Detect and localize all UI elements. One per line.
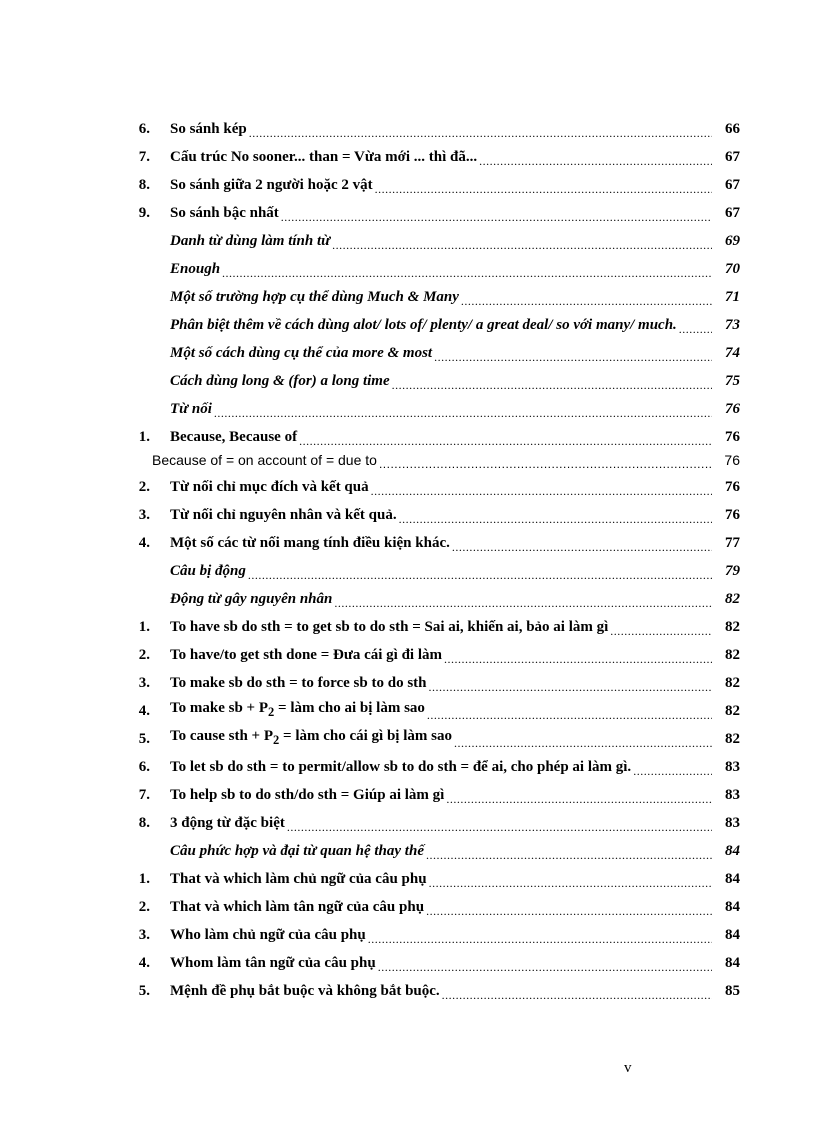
toc-entry-title [170, 728, 452, 748]
toc-entry[interactable] [116, 580, 740, 608]
dot-leader [444, 650, 712, 664]
toc-entry[interactable] [116, 446, 740, 468]
toc-entry-page: 83 [725, 759, 740, 775]
dot-leader [426, 846, 712, 860]
toc-entry-title [170, 675, 427, 692]
toc-entry[interactable] [116, 972, 740, 1000]
toc-entry[interactable] [116, 916, 740, 944]
dot-leader [679, 320, 712, 334]
dot-leader [426, 902, 712, 916]
toc-entry-page: 67 [725, 205, 740, 221]
toc-entry-number: 7. [138, 787, 150, 803]
dot-leader [248, 566, 712, 580]
toc-entry-page: 76 [725, 507, 740, 523]
toc-entry-title-text: Cấu trúc No sooner... than = Vừa mới ... thì đã... [170, 149, 478, 165]
toc-entry-page: 73 [725, 317, 740, 333]
toc-entry[interactable] [116, 776, 740, 804]
toc-entry[interactable] [116, 524, 740, 552]
toc-entry-title-text: To have sb do sth = to get sb to do sth = Sai ai, khiến ai, bảo ai làm gì [170, 619, 609, 635]
toc-entry-title [170, 429, 297, 446]
toc-entry-number: 3. [138, 507, 150, 523]
toc-entry-number: 3. [138, 927, 150, 943]
toc-entry[interactable] [116, 944, 740, 972]
toc-entry-page: 75 [725, 373, 740, 389]
toc-entry-title-text: Động từ gây nguyên nhân [170, 591, 333, 607]
toc-entry-title-text: 3 động từ đặc biệt [170, 815, 285, 831]
dot-leader [610, 622, 712, 636]
toc-entry-title-text: Mệnh đề phụ bắt buộc và không bắt buộc. [170, 983, 440, 999]
toc-entry[interactable] [116, 496, 740, 524]
toc-entry-title [170, 563, 246, 580]
toc-entry[interactable] [116, 362, 740, 390]
toc-entry[interactable] [116, 110, 740, 138]
dot-leader [379, 454, 712, 468]
toc-entry[interactable] [116, 720, 740, 748]
toc-entry-number: 6. [138, 759, 150, 775]
dot-leader [446, 790, 712, 804]
dot-leader [375, 180, 712, 194]
toc-entry-number: 1. [138, 619, 150, 635]
toc-entry-title-text: Cách dùng long & (for) a long time [170, 373, 390, 389]
toc-entry-title [170, 345, 432, 362]
toc-entry-title [170, 401, 212, 418]
toc-entry[interactable] [116, 390, 740, 418]
toc-entry-number: 3. [138, 675, 150, 691]
toc-entry-title [170, 871, 427, 888]
toc-entry-number: 8. [138, 815, 150, 831]
toc-entry-number: 8. [138, 177, 150, 193]
toc-entry-page: 76 [725, 401, 740, 417]
dot-leader [332, 236, 712, 250]
toc-entry[interactable] [116, 664, 740, 692]
toc-entry-title [170, 177, 373, 194]
toc-entry-number: 2. [138, 647, 150, 663]
toc-entry-title [170, 233, 330, 250]
toc-entry-page: 67 [725, 177, 740, 193]
dot-leader [429, 678, 712, 692]
toc-entry-title [170, 815, 285, 832]
toc-entry-page: 79 [725, 563, 740, 579]
toc-entry-page: 76 [725, 429, 740, 445]
dot-leader [399, 510, 712, 524]
toc-entry-page: 67 [725, 149, 740, 165]
toc-entry-title-tail: = làm cho cái gì bị làm sao [279, 728, 452, 744]
toc-entry-number: 4. [138, 535, 150, 551]
toc-entry-title [170, 317, 677, 334]
toc-entry-title-text: To have/to get sth done = Đưa cái gì đi làm [170, 647, 443, 663]
toc-entry-number: 2. [138, 479, 150, 495]
toc-entry-page: 83 [725, 787, 740, 803]
toc-entry-title [170, 507, 397, 524]
toc-entry-title-text: Because, Because of [170, 429, 298, 445]
dot-leader [633, 762, 712, 776]
toc-entry-title-text: Từ nối chỉ mục đích và kết quả [170, 479, 369, 495]
toc-entry-page: 66 [725, 121, 740, 137]
toc-entry-title-text: So sánh giữa 2 người hoặc 2 vật [170, 177, 373, 193]
dot-leader [442, 986, 712, 1000]
toc-entry-title [170, 373, 390, 390]
toc-entry[interactable] [116, 468, 740, 496]
toc-entry-title-text: That và which làm tân ngữ của câu phụ [170, 899, 425, 915]
toc-entry-number: 5. [138, 983, 150, 999]
toc-entry-title-text: Enough [170, 261, 221, 277]
toc-entry-number: 2. [138, 899, 150, 915]
toc-entry-title-text: Một số các từ nối mang tính điều kiện khác. [170, 535, 450, 551]
toc-entry-title [170, 479, 369, 496]
toc-entry-title-text: To cause sth + P [170, 728, 274, 744]
toc-entry-title [170, 149, 477, 166]
dot-leader [281, 208, 712, 222]
toc-entry-page: 74 [725, 345, 740, 361]
toc-entry-page: 84 [725, 871, 740, 887]
dot-leader [434, 348, 712, 362]
toc-entry-title-text: To make sb do sth = to force sb to do sth [170, 675, 427, 691]
toc-entry-page: 85 [725, 983, 740, 999]
toc-entry[interactable] [116, 552, 740, 580]
toc-entry[interactable] [116, 832, 740, 860]
toc-entry-page: 76 [724, 452, 740, 468]
toc-entry-page: 82 [725, 619, 740, 635]
toc-entry-title-text: Câu bị động [170, 563, 246, 579]
toc-entry-title-text: To help sb to do sth/do sth = Giúp ai làm gì [170, 787, 445, 803]
toc-entry[interactable] [116, 860, 740, 888]
dot-leader [287, 818, 712, 832]
dot-leader [378, 958, 712, 972]
page-number: v [624, 1060, 632, 1076]
toc-entry-title-tail: = làm cho ai bị làm sao [274, 700, 425, 716]
toc-entry-page: 69 [725, 233, 740, 249]
dot-leader [299, 432, 712, 446]
toc-entry[interactable] [116, 418, 740, 446]
toc-entry-title-text: To make sb + P [170, 700, 269, 716]
toc-entry-page: 84 [725, 927, 740, 943]
toc-entry-subscript: 2 [273, 733, 280, 747]
toc-entry-number: 4. [138, 955, 150, 971]
toc-entry-title-text: Phân biệt thêm về cách dùng alot/ lots of/ plenty/ a great deal/ so với many/ much. [170, 317, 677, 333]
toc-entry[interactable] [116, 306, 740, 334]
toc-entry[interactable] [116, 748, 740, 776]
toc-entry-number: 5. [138, 731, 150, 747]
toc-entry-title [170, 261, 220, 278]
toc-entry-page: 84 [725, 955, 740, 971]
toc-entry-title [170, 787, 444, 804]
toc-entry[interactable] [116, 692, 740, 720]
toc-entry-title [116, 452, 377, 468]
toc-entry-page: 82 [725, 591, 740, 607]
toc-entry-title [170, 619, 608, 636]
toc-entry-number: 7. [138, 149, 150, 165]
dot-leader [392, 376, 712, 390]
toc-entry-title [170, 955, 376, 972]
toc-entry-title [170, 759, 631, 776]
toc-entry-title-text: Câu phức hợp và đại từ quan hệ thay thế [170, 843, 424, 859]
toc-entry-title-text: Who làm chủ ngữ của câu phụ [170, 927, 366, 943]
toc-entry-page: 70 [725, 261, 740, 277]
dot-leader [452, 538, 712, 552]
toc-entry-title-text: That và which làm chủ ngữ của câu phụ [170, 871, 427, 887]
toc-entry-page: 82 [725, 647, 740, 663]
dot-leader [427, 706, 712, 720]
toc-entry-title [170, 983, 440, 1000]
toc-entry-title [170, 843, 424, 860]
dot-leader [479, 152, 712, 166]
toc-entry-title-text: So sánh kép [170, 121, 247, 137]
dot-leader [214, 404, 712, 418]
toc-entry-title-text: Từ nối [170, 401, 212, 417]
toc-entry[interactable] [116, 194, 740, 222]
toc-entry-number: 6. [138, 121, 150, 137]
toc-entry-page: 77 [725, 535, 740, 551]
toc-entry-title [170, 927, 366, 944]
table-of-contents [116, 110, 740, 1000]
toc-entry-title [170, 647, 442, 664]
toc-entry-title-text: Một số cách dùng cụ thể của more & most [170, 345, 433, 361]
dot-leader [222, 264, 712, 278]
toc-entry[interactable] [116, 636, 740, 664]
toc-entry-page: 84 [725, 843, 740, 859]
toc-entry-title [170, 289, 459, 306]
toc-entry-title-text: Because of = on account of = due to [152, 452, 377, 468]
toc-entry[interactable] [116, 278, 740, 306]
toc-entry-title-text: Từ nối chỉ nguyên nhân và kết quả. [170, 507, 397, 523]
toc-entry-page: 76 [725, 479, 740, 495]
toc-entry-title-text: Danh từ dùng làm tính từ [170, 233, 331, 249]
toc-entry-title-text: Một số trường hợp cụ thể dùng Much & Many [170, 289, 459, 305]
dot-leader [368, 930, 712, 944]
toc-entry-page: 84 [725, 899, 740, 915]
toc-entry-number: 1. [138, 871, 150, 887]
toc-entry-title [170, 205, 279, 222]
toc-entry-page: 83 [725, 815, 740, 831]
dot-leader [454, 734, 712, 748]
toc-entry[interactable] [116, 166, 740, 194]
toc-entry-title [170, 700, 425, 720]
toc-entry-title-text: So sánh bậc nhất [170, 205, 279, 221]
toc-entry-title [170, 121, 247, 138]
dot-leader [334, 594, 712, 608]
toc-entry-title-text: To let sb do sth = to permit/allow sb to do sth = để ai, cho phép ai làm gì. [170, 759, 632, 775]
toc-entry-number: 9. [138, 205, 150, 221]
toc-entry[interactable] [116, 334, 740, 362]
toc-entry-title [170, 899, 424, 916]
toc-entry-number: 1. [138, 429, 150, 445]
toc-entry-page: 71 [725, 289, 740, 305]
toc-entry-page: 82 [725, 703, 740, 719]
toc-entry-subscript: 2 [268, 705, 275, 719]
toc-entry[interactable] [116, 138, 740, 166]
dot-leader [429, 874, 712, 888]
toc-entry[interactable] [116, 608, 740, 636]
toc-entry[interactable] [116, 888, 740, 916]
dot-leader [249, 124, 712, 138]
toc-entry[interactable] [116, 222, 740, 250]
toc-entry[interactable] [116, 804, 740, 832]
toc-entry-title [170, 591, 332, 608]
dot-leader [461, 292, 712, 306]
toc-entry-title-text: Whom làm tân ngữ của câu phụ [170, 955, 376, 971]
toc-entry-number: 4. [138, 703, 150, 719]
toc-entry-title [170, 535, 450, 552]
toc-entry-page: 82 [725, 675, 740, 691]
toc-entry-page: 82 [725, 731, 740, 747]
toc-entry[interactable] [116, 250, 740, 278]
dot-leader [371, 482, 712, 496]
